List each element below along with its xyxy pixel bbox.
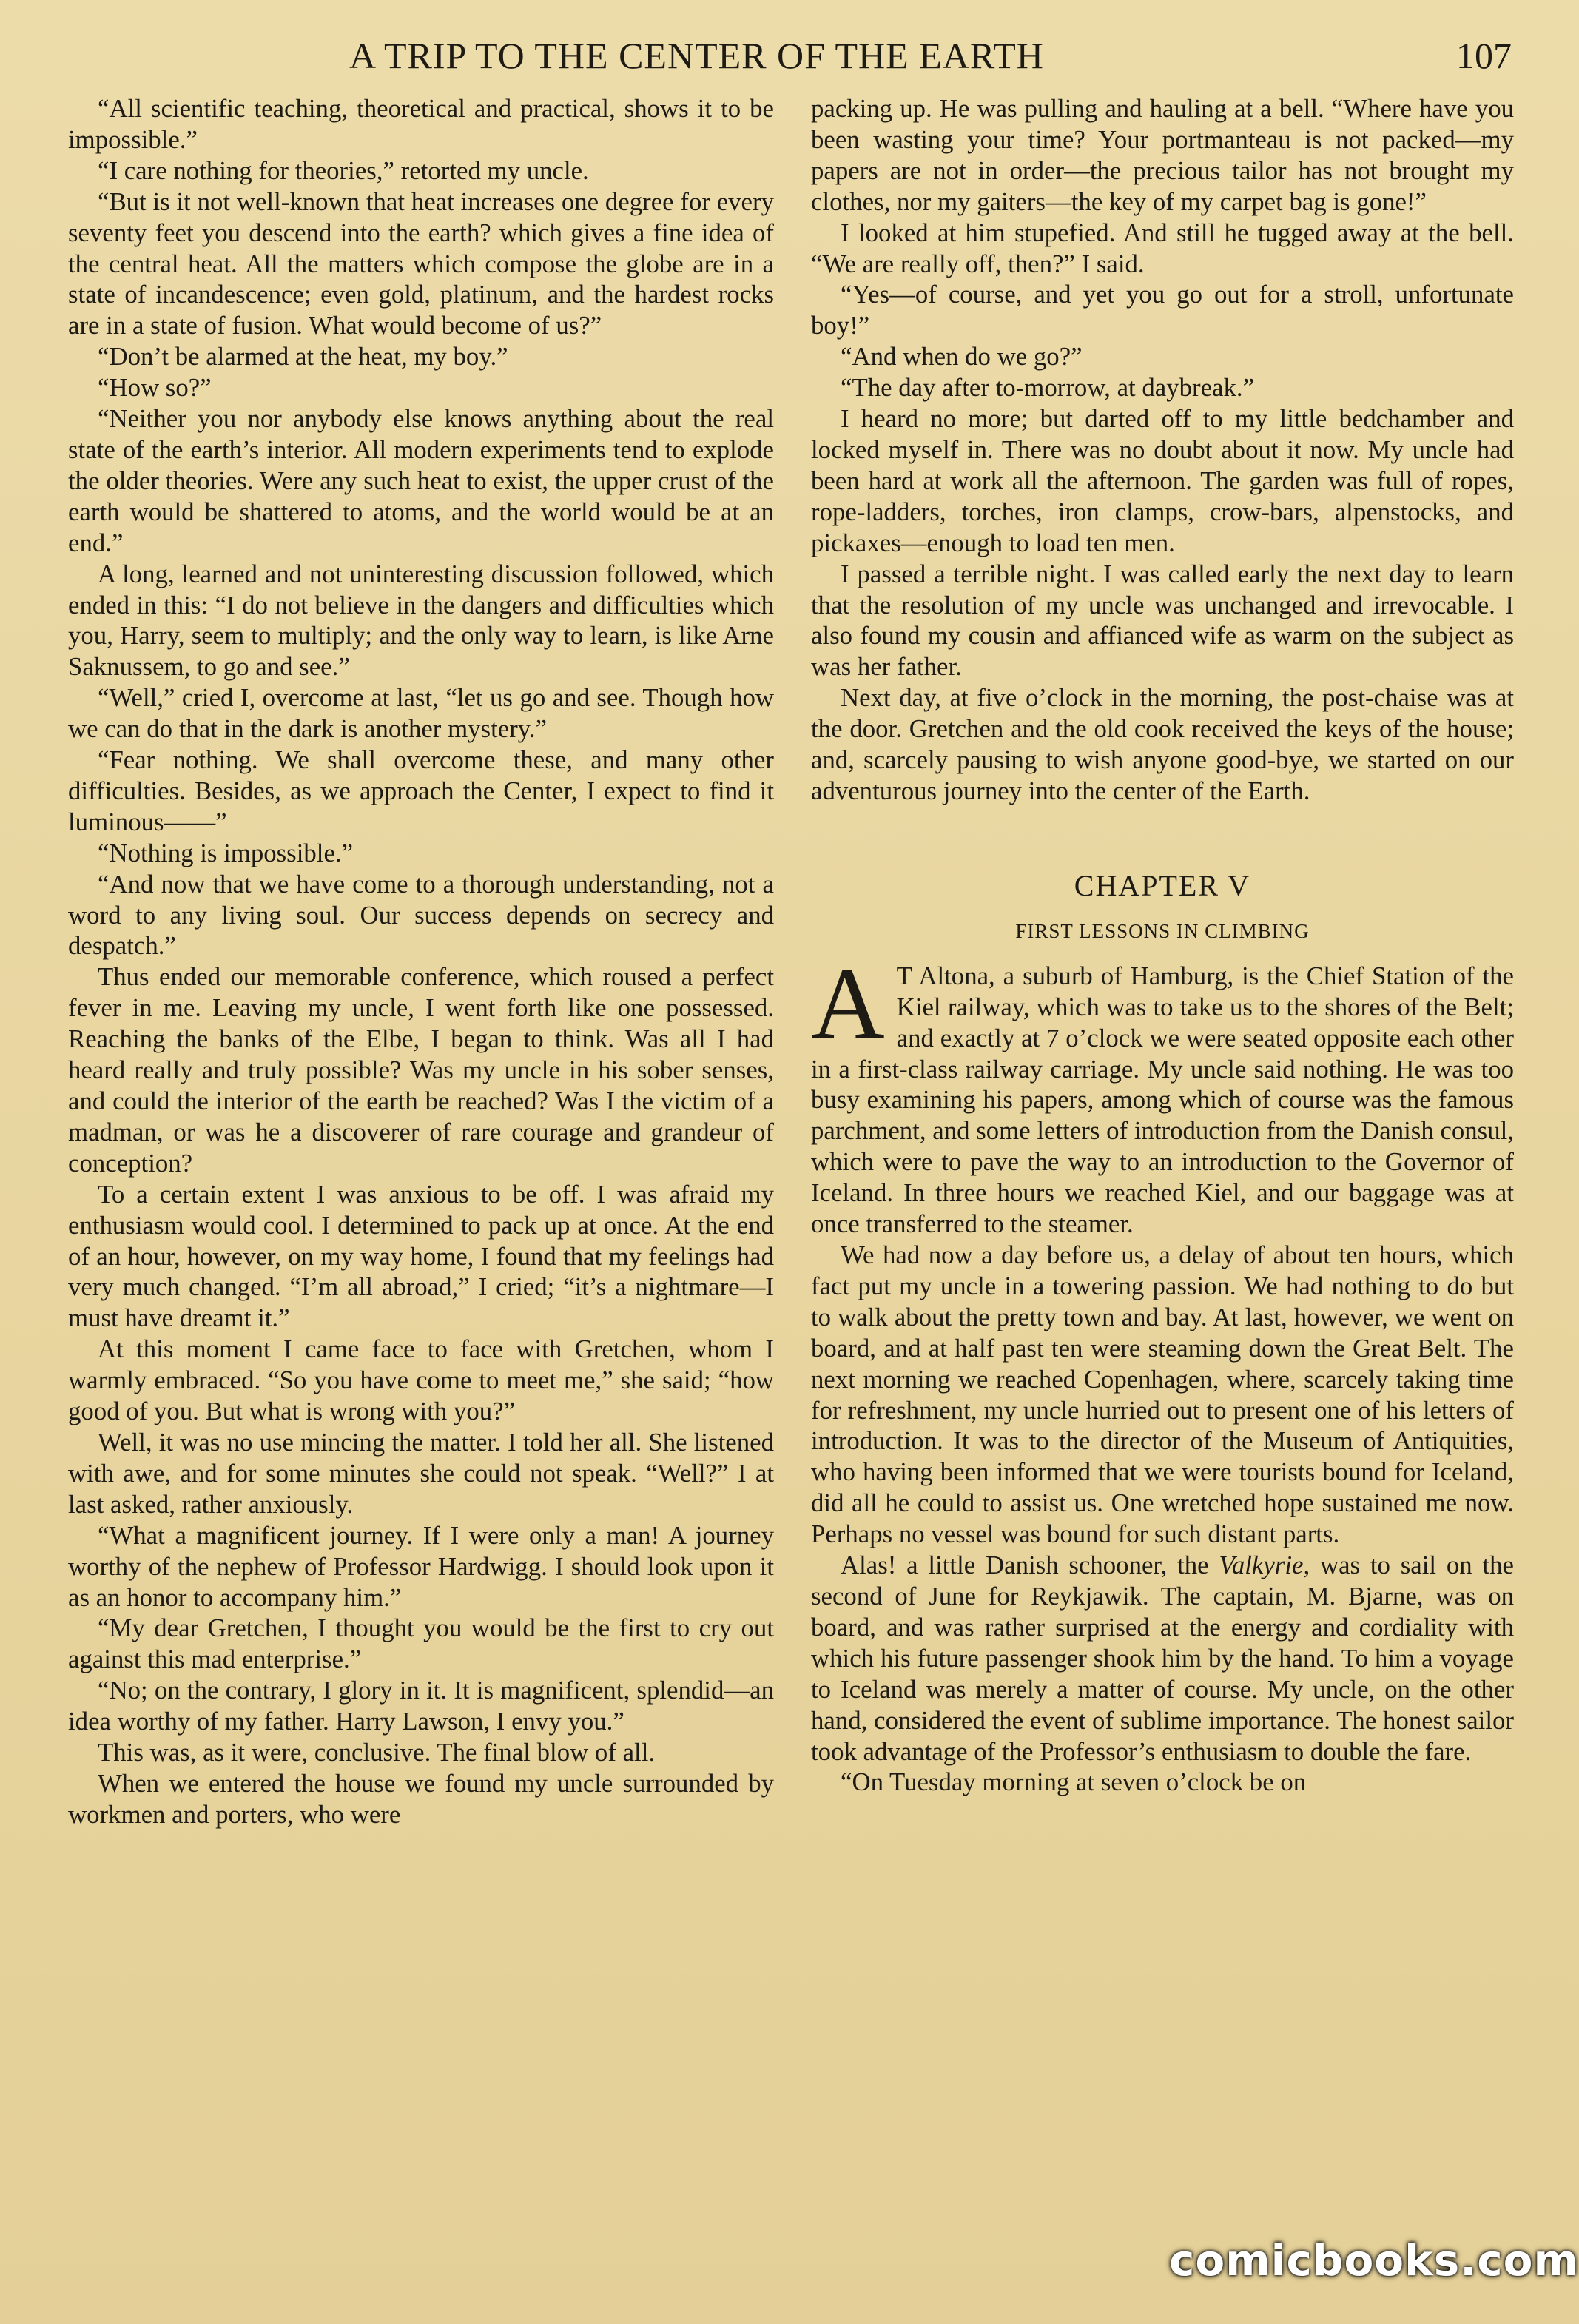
paragraph: “And when do we go?” bbox=[841, 342, 1083, 372]
paragraph: “The day after to-morrow, at daybreak.” bbox=[841, 373, 1255, 403]
paragraph: I looked at him stupefied. And still he tugged away at the bell. “We are really off, then?” I said. bbox=[811, 218, 1514, 278]
paragraph: “What a magnificent journey. If I were only a man! A journey worthy of the nephew of Professor Hardwigg. I should look upon it as an honor to accompany him.” bbox=[68, 1520, 774, 1612]
paragraph: “Don’t be alarmed at the heat, my boy.” bbox=[98, 342, 508, 372]
paragraph: Thus ended our memorable conference, which roused a perfect fever in me. Leaving my uncle, I went forth like one possessed. Reaching the banks of the Elbe, I began to think. Was all I had heard really and truly possible? Was my uncle in his sober senses, and could the interior of the earth be reached? Was I the victim of a madman, or was he a discoverer of rare courage and grandeur of conception? bbox=[68, 962, 774, 1178]
paragraph-text: T Altona, a suburb of Hamburg, is the Chief Station of the Kiel railway, which was to take us to the shores of the Belt; and exactly at 7 o’clock we were seated opposite each other in a first-class railway carriage. My uncle said nothing. He was too busy examining his papers, among which of course was the famous parchment, and some letters of introduction from the Danish consul, which were to pave the way to an introduction to the Governor of Iceland. In three hours we reached Kiel, and our baggage was at once transferred to the steamer. bbox=[811, 961, 1514, 1239]
chapter-heading: CHAPTER V bbox=[1074, 868, 1251, 902]
paragraph: “Well,” cried I, overcome at last, “let us go and see. Though how we can do that in the dark is another mystery.” bbox=[68, 683, 774, 744]
paragraph: “How so?” bbox=[98, 373, 212, 403]
paragraph-text: Alas! a little Danish schooner, the bbox=[841, 1551, 1219, 1580]
paragraph: packing up. He was pulling and hauling at a bell. “Where have you been wasting your time? Your portmanteau is not packed—my papers are not in order—the precious tailor has not brought my clothes, nor my gaiters—the key of my carpet bag is gone!” bbox=[811, 94, 1514, 216]
paragraph: “Nothing is impossible.” bbox=[98, 838, 354, 867]
chapter-opening-paragraph bbox=[811, 946, 1514, 1240]
paragraph: “But is it not well-known that heat increases one degree for every seventy feet you descend into the earth? which gives a fine idea of the central heat. All the matters which compose the globe are in a state of incandescence; even gold, platinum, and the hardest rocks are in a state of fusion. What would become of us?” bbox=[68, 187, 774, 340]
left-column bbox=[68, 93, 774, 1830]
paragraph: I passed a terrible night. I was called early the next day to learn that the resolution of my uncle was unchanged and irrevocable. I also found my cousin and affianced wife as warm on the subject as was her father. bbox=[811, 559, 1514, 682]
paragraph: Next day, at five o’clock in the morning, the post-chaise was at the door. Gretchen and the old cook received the keys of the house; and, scarcely pausing to wish anyone good-bye, we started on our adventurous journey into the center of the Earth. bbox=[811, 683, 1514, 805]
paragraph: “Neither you nor anybody else knows anything about the real state of the earth’s interior. All modern experiments tend to explode the older theories. Were any such heat to exist, the upper crust of the earth would be shattered to atoms, and the world would be at an end.” bbox=[68, 404, 774, 557]
watermark: comicbooks.com bbox=[1169, 2235, 1579, 2286]
drop-cap: A bbox=[811, 946, 885, 1060]
paragraph: “No; on the contrary, I glory in it. It is magnificent, splendid—an idea worthy of my father. Harry Lawson, I envy you.” bbox=[68, 1676, 774, 1736]
paragraph: At this moment I came face to face with Gretchen, whom I warmly embraced. “So you have come to meet me,” she said; “how good of you. But what is wrong with you?” bbox=[68, 1334, 774, 1426]
paragraph: “Yes—of course, and yet you go out for a stroll, unfortunate boy!” bbox=[811, 280, 1514, 340]
paragraph-text: was to sail on the second of June for Reykjawik. The captain, M. Bjarne, was on board, and was rather surprised at the energy and cordiality with which his future passenger shook him by the hand. To him a voyage to Iceland was merely a matter of course. My uncle, on the other hand, considered the event of sublime importance. The honest sailor took advantage of the Professor’s enthusiasm to double the fare. bbox=[811, 1551, 1514, 1766]
right-column bbox=[811, 93, 1514, 1798]
paragraph: When we entered the house we found my uncle surrounded by workmen and porters, who were bbox=[68, 1768, 774, 1829]
running-head bbox=[0, 34, 1579, 86]
ship-name: Valkyrie, bbox=[1219, 1551, 1310, 1580]
paragraph: A long, learned and not uninteresting discussion followed, which ended in this: “I do not believe in the dangers and difficulties which you, Harry, seem to multiply; and the only way to learn, is like Arne Saknussem, to go and see.” bbox=[68, 559, 774, 682]
running-title: A TRIP TO THE CENTER OF THE EARTH bbox=[349, 35, 1044, 76]
paragraph: To a certain extent I was anxious to be off. I was afraid my enthusiasm would cool. I determined to pack up at once. At the end of an hour, however, on my way home, I found that my feelings had very much changed. “I’m all abroad,” I cried; “it’s a nightmare—I must have dreamt it.” bbox=[68, 1179, 774, 1333]
paragraph: Well, it was no use mincing the matter. I told her all. She listened with awe, and for some minutes she could not speak. “Well?” I at last asked, rather anxiously. bbox=[68, 1427, 774, 1519]
paragraph: This was, as it were, conclusive. The final blow of all. bbox=[98, 1738, 656, 1767]
paragraph: “My dear Gretchen, I thought you would be the first to cry out against this mad enterprise.” bbox=[68, 1613, 774, 1674]
paragraph: “On Tuesday morning at seven o’clock be on bbox=[841, 1767, 1307, 1797]
paragraph: We had now a day before us, a delay of about ten hours, which fact put my uncle in a towering passion. We had nothing to do but to walk about the pretty town and bay. At last, however, we went on board, and at half past ten were steaming down the Great Belt. The next morning we reached Copenhagen, where, scarcely taking time for refreshment, my uncle hurried out to present one of his letters of introduction. It was to the director of the Museum of Antiquities, who having been informed that we were tourists bound for Iceland, did all he could to assist us. One wretched hope sustained me now. Perhaps no vessel was bound for such distant parts. bbox=[811, 1240, 1514, 1549]
paragraph: “And now that we have come to a thorough understanding, not a word to any living soul. Our success depends on secrecy and despatch.” bbox=[68, 869, 774, 961]
paragraph: “All scientific teaching, theoretical and practical, shows it to be impossible.” bbox=[68, 94, 774, 154]
page-number: 107 bbox=[1456, 35, 1512, 76]
chapter-subtitle: FIRST LESSONS IN CLIMBING bbox=[1015, 919, 1310, 942]
paragraph bbox=[811, 1550, 1514, 1767]
paragraph: I heard no more; but darted off to my little bedchamber and locked myself in. There was no doubt about it now. My uncle had been hard at work all the afternoon. The garden was full of ropes, rope-ladders, torches, iron clamps, crow-bars, alpenstocks, and pickaxes—enough to load ten men. bbox=[811, 404, 1514, 557]
paragraph: “I care nothing for theories,” retorted my uncle. bbox=[98, 155, 589, 185]
paragraph: “Fear nothing. We shall overcome these, and many other difficulties. Besides, as we approach the Center, I expect to find it luminous——” bbox=[68, 745, 774, 836]
